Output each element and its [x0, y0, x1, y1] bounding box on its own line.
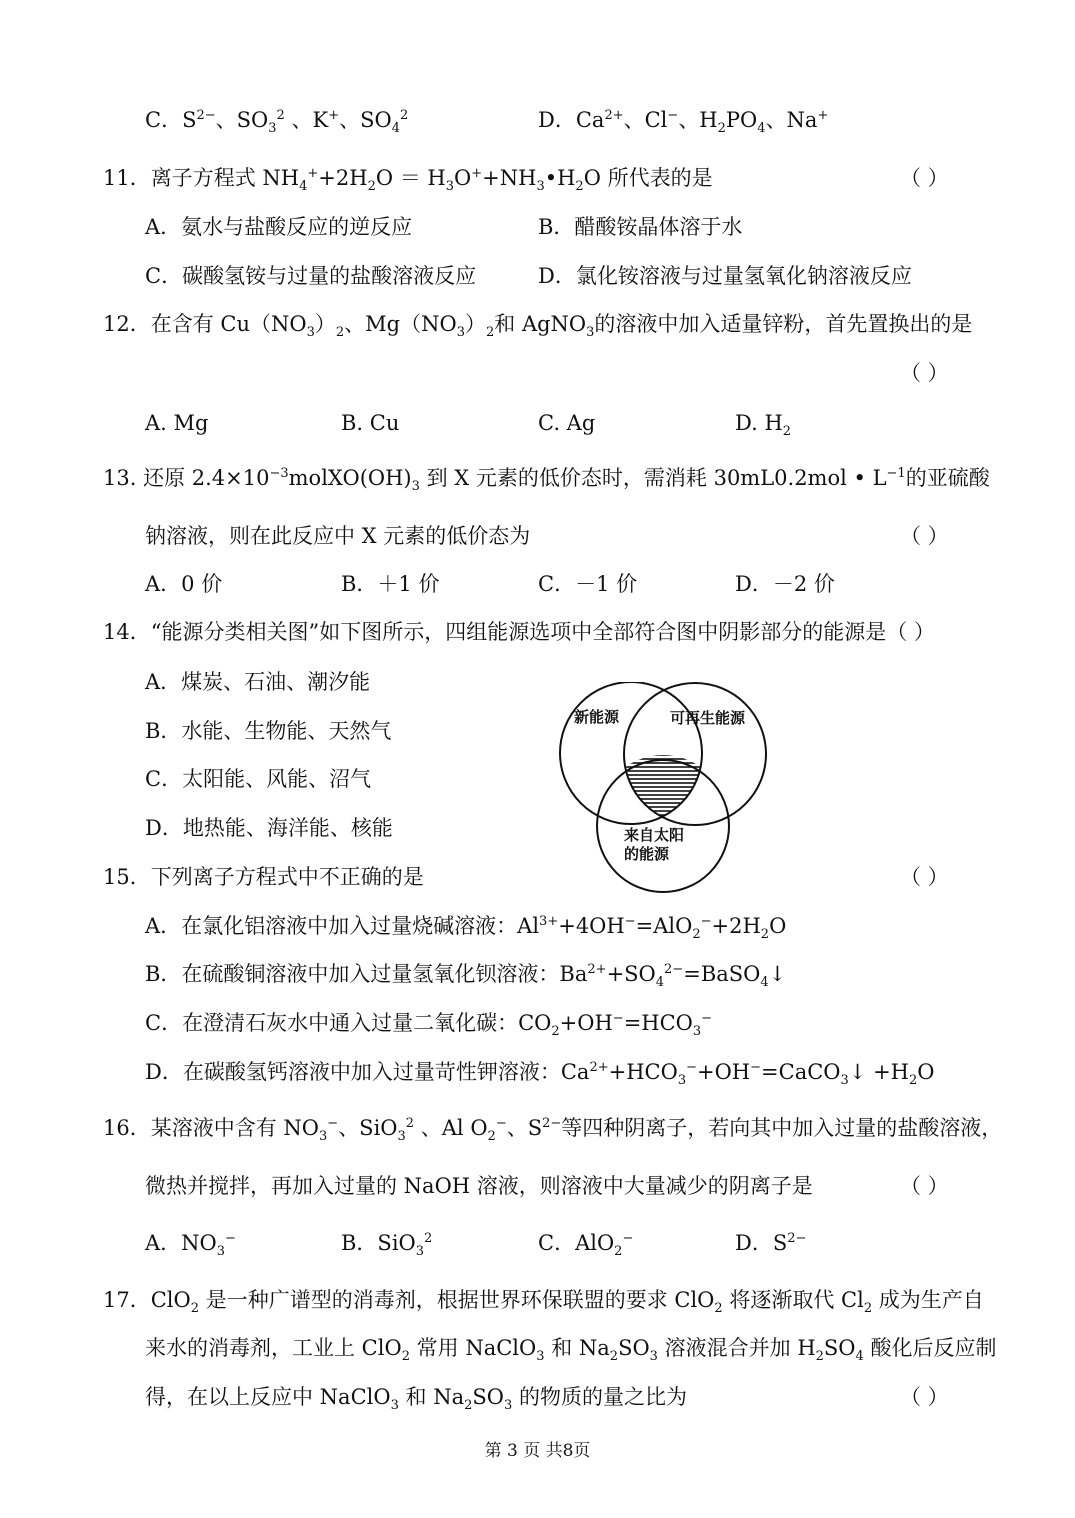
q13-stem-line2: 钠溶液，则在此反应中 X 元素的低价态为: [145, 524, 531, 548]
q11-option-c: C．碳酸氢铵与过量的盐酸溶液反应: [145, 264, 477, 288]
q11-option-a: A．氨水与盐酸反应的逆反应: [145, 215, 413, 239]
q16-stem: 16．某溶液中含有 $NO_3^-$、SiO$_3^2$ 、Al $O_2^-$、$S^{2-}$等四种阴离子，若向其中加入过量的盐酸溶液，: [103, 1116, 1003, 1145]
q15-option-c: C．在澄清石灰水中通入过量二氧化碳：$CO_2+OH^-=HCO_3^-$: [145, 1011, 713, 1040]
q12-stem: 12．在含有 $Cu(NO_3)_2$、$Mg(NO_3)_2$和 AgNO$_3$的溶液中加入适量锌粉，首先置换出的是: [103, 312, 973, 341]
energy-venn-diagram: [552, 682, 768, 894]
q10-option-c: C．$S^{2-}$、$SO_3^2$ 、K+、$SO_4^2$: [145, 108, 409, 137]
q11-option-b: B．醋酸铵晶体溶于水: [538, 215, 743, 239]
venn-label-renewable: 可再生能源: [670, 709, 746, 727]
q11-option-d: D．氯化铵溶液与过量氢氧化钠溶液反应: [538, 264, 912, 288]
q13-option-b: B．＋1 价: [341, 572, 440, 596]
q17-line-3: 得，在以上反应中 NaClO$_3$ 和 $Na_2SO_3$ 的物质的量之比为: [145, 1385, 687, 1414]
q12-option-b: B. Cu: [341, 411, 400, 435]
venn-label-solar-2: 的能源: [624, 845, 670, 863]
q10-option-d: D．$Ca^{2+}$、Cl−、$H_2PO_4$、Na+: [538, 108, 829, 137]
q13-option-d: D．－2 价: [735, 572, 835, 596]
q14-option-b: B．水能、生物能、天然气: [145, 719, 392, 743]
page-footer: 第 3 页 共8页: [484, 1441, 591, 1461]
q12-option-a: A. Mg: [145, 411, 209, 435]
venn-circle-new-energy: [560, 682, 702, 824]
q16-option-d: D．$S^{2-}$: [735, 1231, 807, 1255]
venn-circle-renewable: [624, 683, 766, 825]
q16-answer-paren: （ ）: [900, 1174, 949, 1198]
q14-option-d: D．地热能、海洋能、核能: [145, 816, 393, 840]
q17-line-1: 17．ClO$_2$ 是一种广谱型的消毒剂，根据世界环保联盟的要求 ClO$_2$ 将逐渐取代 $Cl_2$ 成为生产自: [103, 1288, 984, 1317]
q15-option-a: A．在氯化铝溶液中加入过量烧碱溶液：$Al^{3+}+4OH^-=AlO_2^-+2H_2O$: [145, 914, 787, 943]
q14-option-a: A．煤炭、石油、潮汐能: [145, 670, 371, 694]
q13-answer-paren: （ ）: [900, 524, 949, 548]
q11-stem: 11．离子方程式 $NH_4^++2H_2O$ ＝ $H_3O^++NH_3•H_2O$ 所代表的是: [103, 166, 713, 195]
q11-answer-paren: （ ）: [900, 166, 949, 190]
q17-line-2: 来水的消毒剂，工业上 ClO$_2$ 常用 NaClO$_3$ 和 $Na_2SO_3$ 溶液混合并加 $H_2SO_4$ 酸化后反应制: [145, 1336, 997, 1365]
q14-option-c: C．太阳能、风能、沼气: [145, 767, 372, 791]
q15-option-b: B．在硫酸铜溶液中加入过量氢氧化钡溶液：$Ba^{2+}+SO_4^{2-}=BaSO_4↓$: [145, 962, 787, 991]
q14-stem: 14．“能源分类相关图”如下图所示，四组能源选项中全部符合图中阴影部分的能源是（ ）: [103, 620, 935, 644]
q13-option-c: C．－1 价: [538, 572, 638, 596]
q15-answer-paren: （ ）: [900, 865, 949, 889]
q15-stem: 15．下列离子方程式中不正确的是: [103, 865, 424, 889]
q16-option-b: B．SiO$_3^2$: [341, 1231, 433, 1260]
venn-label-solar-1: 来自太阳: [624, 826, 685, 844]
q12-answer-paren: （ ）: [900, 361, 949, 385]
q16-option-c: C．AlO$_2$−: [538, 1231, 634, 1260]
q12-option-c: C. Ag: [538, 411, 596, 435]
q12-option-d: D. $H_2$: [735, 411, 792, 440]
q13-stem: 13. 还原 $2.4\times 10^{-3}molXO(OH)_3$ 到 X 元素的低价态时，需消耗 30mL0.2mol • $L^{-1}$的亚硫酸: [103, 466, 990, 495]
q15-option-d: D．在碳酸氢钙溶液中加入过量苛性钾溶液：$Ca^{2+}+HCO_3^-+OH^-=CaCO_3↓ +H_2O$: [145, 1060, 935, 1089]
q17-answer-paren: （ ）: [900, 1385, 949, 1409]
venn-label-new-energy: 新能源: [574, 708, 620, 726]
q13-option-a: A．0 价: [145, 572, 223, 596]
q16-option-a: A．$NO_3^-$: [145, 1231, 236, 1260]
venn-shaded-region: [598, 755, 728, 885]
q16-stem-line2: 微热并搅拌，再加入过量的 NaOH 溶液，则溶液中大量减少的阴离子是: [145, 1174, 813, 1198]
